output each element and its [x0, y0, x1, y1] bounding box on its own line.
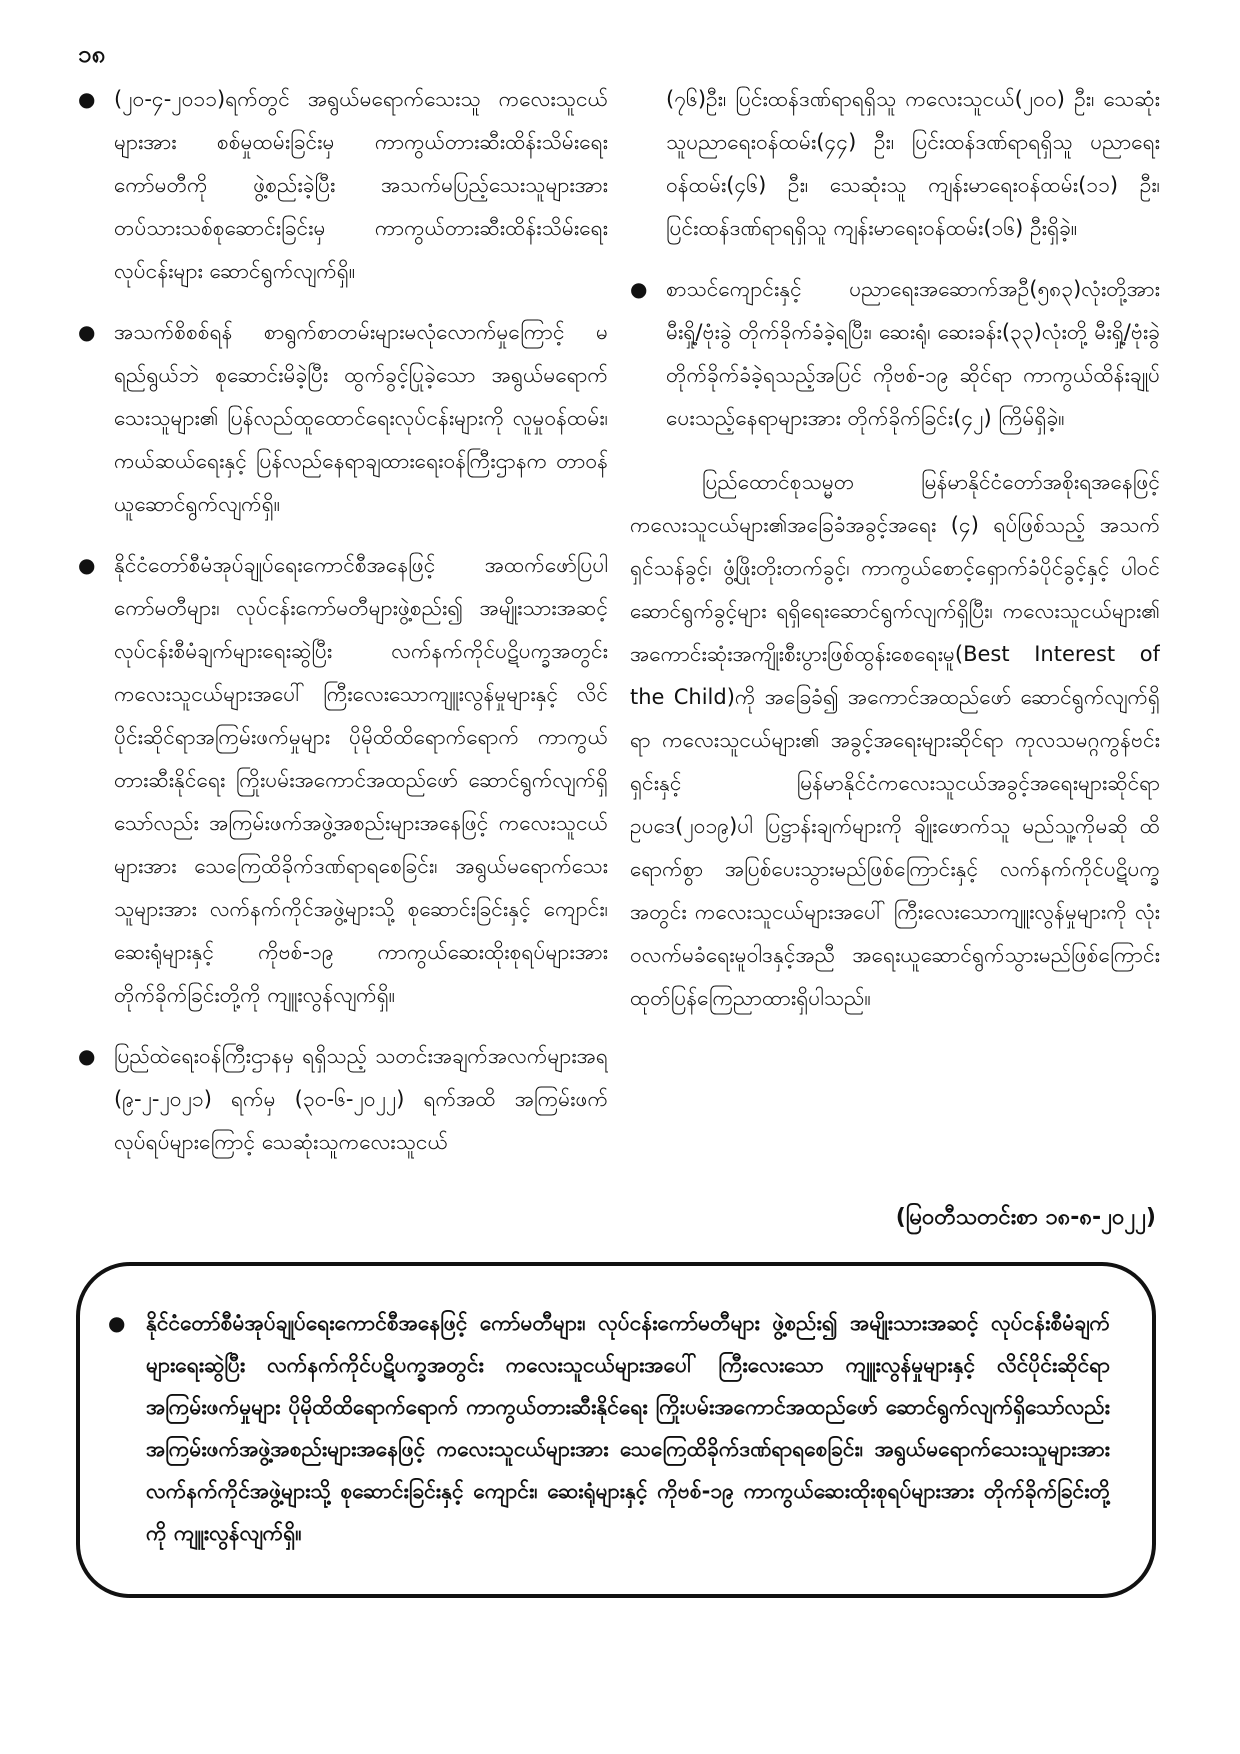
list-item [78, 1035, 608, 1164]
list-item-text: ပြည်ထဲရေးဝန်ကြီးဌာနမှ ရရှိသည့် သတင်းအချက်အလက်များအရ (၉-၂-၂၀၂၁) ရက်မှ (၃၀-၆-၂၀၂၂) ရက်အထိ အကြမ်းဖက်လုပ်ရပ်များကြောင့် သေဆုံးသူကလေးသူငယ် [114, 1044, 608, 1154]
bullet-icon: ● [78, 87, 96, 111]
list-item [630, 268, 1160, 440]
article-body [78, 78, 1160, 1198]
left-column [78, 78, 608, 1198]
bullet-icon: ● [78, 320, 96, 344]
list-item [78, 78, 608, 293]
bullet-icon: ● [78, 553, 96, 577]
list-item-text: အသက်စိစစ်ရန် စာရွက်စာတမ်းများမလုံလောက်မှုကြောင့် မရည်ရွယ်ဘဲ စုဆောင်းမိခဲ့ပြီး ထွက်ခွင့်ပြုခဲ့သော အရွယ်မရောက်သေးသူများ၏ ပြန်လည်ထူထောင်ရေးလုပ်ငန်းများကို လူမှုဝန်ထမ်း၊ ကယ်ဆယ်ရေးနှင့် ပြန်လည်နေရာချထားရေးဝန်ကြီးဌာနက တာဝန်ယူဆောင်ရွက်လျက်ရှိ။ [114, 320, 608, 516]
source-citation: (မြဝတီသတင်းစာ ၁၈-၈-၂၀၂၂) [895, 1205, 1156, 1230]
right-column [630, 78, 1160, 1198]
bullet-icon: ● [108, 1311, 126, 1335]
list-item-text: နိုင်ငံတော်စီမံအုပ်ချုပ်ရေးကောင်စီအနေဖြင့် အထက်ဖော်ပြပါ ကော်မတီများ၊ လုပ်ငန်းကော်မတီများဖွဲ့စည်း၍ အမျိုးသားအဆင့်လုပ်ငန်းစီမံချက်များရေးဆွဲပြီး လက်နက်ကိုင်ပဋိပက္ခအတွင်း ကလေးသူငယ်များအပေါ် ကြီးလေးသောကျူးလွန်မှုများနှင့် လိင်ပိုင်းဆိုင်ရာအကြမ်းဖက်မှုများ ပိုမိုထိထိရောက်ရောက် ကာကွယ်တားဆီးနိုင်ရေး ကြိုးပမ်းအကောင်အထည်ဖော် ဆောင်ရွက်လျက်ရှိသော်လည်း အကြမ်းဖက်အဖွဲ့အစည်းများအနေဖြင့် ကလေးသူငယ်များအား သေကြေထိခိုက်ဒဏ်ရာရစေခြင်း၊ အရွယ်မရောက်သေးသူများအား လက်နက်ကိုင်အဖွဲ့များသို့ စုဆောင်းခြင်းနှင့် ကျောင်း၊ ဆေးရုံများနှင့် ကိုဗစ်-၁၉ ကာကွယ်ဆေးထိုးစုရပ်များအား တိုက်ခိုက်ခြင်းတို့ကို ကျူးလွန်လျက်ရှိ။ [114, 553, 608, 1007]
summary-item [108, 1302, 1110, 1554]
list-item-text: (၂၀-၄-၂၀၁၁)ရက်တွင် အရွယ်မရောက်သေးသူ ကလေးသူငယ်များအား စစ်မှုထမ်းခြင်းမှ ကာကွယ်တားဆီးထိန်းသိမ်းရေးကော်မတီကို ဖွဲ့စည်းခဲ့ပြီး အသက်မပြည့်သေးသူများအား တပ်သားသစ်စုဆောင်းခြင်းမှ ကာကွယ်တားဆီးထိန်းသိမ်းရေးလုပ်ငန်းများ ဆောင်ရွက်လျက်ရှိ။ [114, 87, 608, 283]
bullet-icon: ● [78, 1044, 96, 1068]
bullet-icon: ● [630, 277, 648, 301]
summary-text: နိုင်ငံတော်စီမံအုပ်ချုပ်ရေးကောင်စီအနေဖြင့် ကော်မတီများ၊ လုပ်ငန်းကော်မတီများ ဖွဲ့စည်း၍ အမျိုးသားအဆင့် လုပ်ငန်းစီမံချက်များရေးဆွဲပြီး လက်နက်ကိုင်ပဋိပက္ခအတွင်း ကလေးသူငယ်များအပေါ် ကြီးလေးသော ကျူးလွန်မှုများနှင့် လိင်ပိုင်းဆိုင်ရာအကြမ်းဖက်မှုများ ပိုမိုထိထိရောက်ရောက် ကာကွယ်တားဆီးနိုင်ရေး ကြိုးပမ်းအကောင်အထည်ဖော် ဆောင်ရွက်လျက်ရှိသော်လည်း အကြမ်းဖက်အဖွဲ့အစည်းများအနေဖြင့် ကလေးသူငယ်များအား သေကြေထိခိုက်ဒဏ်ရာရစေခြင်း၊ အရွယ်မရောက်သေးသူများအား လက်နက်ကိုင်အဖွဲ့များသို့ စုဆောင်းခြင်းနှင့် ကျောင်း၊ ဆေးရုံများနှင့် ကိုဗစ်-၁၉ ကာကွယ်ဆေးထိုးစုရပ်များအား တိုက်ခိုက်ခြင်းတို့ကို ကျူးလွန်လျက်ရှိ။ [146, 1311, 1110, 1545]
closing-paragraph: ပြည်ထောင်စုသမ္မတ မြန်မာနိုင်ငံတော်အစိုးရအနေဖြင့် ကလေးသူငယ်များ၏အခြေခံအခွင့်အရေး (၄) ရပ်ဖြစ်သည့် အသက်ရှင်သန်ခွင့်၊ ဖွံ့ဖြိုးတိုးတက်ခွင့်၊ ကာကွယ်စောင့်ရှောက်ခံပိုင်ခွင့်နှင့် ပါဝင်ဆောင်ရွက်ခွင့်များ ရရှိရေးဆောင်ရွက်လျက်ရှိပြီး၊ ကလေးသူငယ်များ၏ အကောင်းဆုံးအကျိုးစီးပွားဖြစ်ထွန်းစေရေးမူ(Best Interest of the Child)ကို အခြေခံ၍ အကောင်အထည်ဖော် ဆောင်ရွက်လျက်ရှိရာ ကလေးသူငယ်များ၏ အခွင့်အရေးများဆိုင်ရာ ကုလသမဂ္ဂကွန်ဗင်းရှင်းနှင့် မြန်မာနိုင်ငံကလေးသူငယ်အခွင့်အရေးများဆိုင်ရာ ဥပဒေ(၂၀၁၉)ပါ ပြဋ္ဌာန်းချက်များကို ချိုးဖောက်သူ မည်သူ့ကိုမဆို ထိရောက်စွာ အပြစ်ပေးသွားမည်ဖြစ်ကြောင်းနှင့် လက်နက်ကိုင်ပဋိပက္ခအတွင်း ကလေးသူငယ်များအပေါ် ကြီးလေးသောကျူးလွန်မှုများကို လုံးဝလက်မခံရေးမူဝါဒနှင့်အညီ အရေးယူဆောင်ရွက်သွားမည်ဖြစ်ကြောင်း ထုတ်ပြန်ကြေညာထားရှိပါသည်။ [630, 470, 1160, 1010]
list-item [78, 311, 608, 526]
list-item-text: စာသင်ကျောင်းနှင့် ပညာရေးအဆောက်အဦ(၅၈၃)လုံးတို့အား မီးရှို့/ဗုံးခွဲ တိုက်ခိုက်ခံခဲ့ရပြီး၊ ဆေးရုံ၊ ဆေးခန်း(၃၃)လုံးတို့ မီးရှို့/ဗုံးခွဲ တိုက်ခိုက်ခံခဲ့ရသည့်အပြင် ကိုဗစ်-၁၉ ဆိုင်ရာ ကာကွယ်ထိန်းချုပ်ပေးသည့်နေရာများအား တိုက်ခိုက်ခြင်း(၄၂) ကြိမ်ရှိခဲ့။ [666, 277, 1160, 430]
list-item [78, 544, 608, 1017]
page-number: ၁၈ [78, 40, 106, 68]
summary-box [76, 1262, 1156, 1598]
continued-list-text: (၇၆)ဦး၊ ပြင်းထန်ဒဏ်ရာရရှိသူ ကလေးသူငယ်(၂၀၀) ဦး၊ သေဆုံးသူပညာရေးဝန်ထမ်း(၄၄) ဦး၊ ပြင်းထန်ဒဏ်ရာရရှိသူ ပညာရေးဝန်ထမ်း(၄၆) ဦး၊ သေဆုံးသူ ကျန်းမာရေးဝန်ထမ်း(၁၁) ဦး၊ ပြင်းထန်ဒဏ်ရာရရှိသူ ကျန်းမာရေးဝန်ထမ်း(၁၆) ဦးရှိခဲ့။ [666, 87, 1160, 240]
